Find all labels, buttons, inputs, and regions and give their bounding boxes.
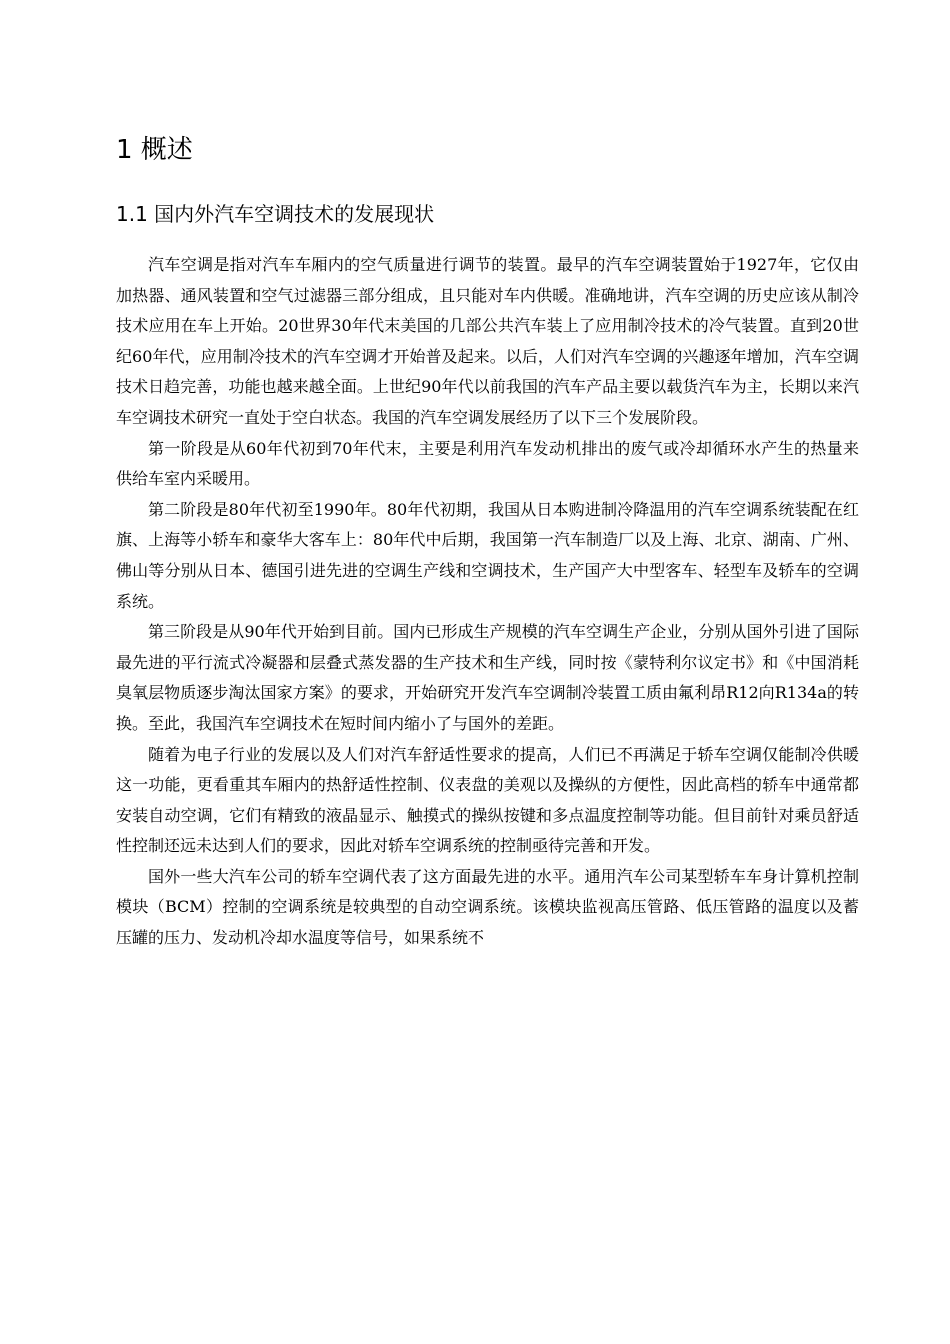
section-title: 1.1 国内外汽车空调技术的发展现状 [116,202,435,226]
body-paragraph: 国外一些大汽车公司的轿车空调代表了这方面最先进的水平。通用汽车公司某型轿车车身计算机控制模块（BCM）控制的空调系统是较典型的自动空调系统。该模块监视高压管路、低压管路的温度以及蓄压罐的压力、发动机冷却水温度等信号，如果系统不 [116,866,859,948]
body-paragraph: 汽车空调是指对汽车车厢内的空气质量进行调节的装置。最早的汽车空调装置始于1927年，它仅由加热器、通风装置和空气过滤器三部分组成，且只能对车内供暖。准确地讲，汽车空调的历史应该从制冷技术应用在车上开始。20世界30年代末美国的几部公共汽车装上了应用制冷技术的冷气装置。直到20世纪60年代，应用制冷技术的汽车空调才开始普及起来。以后，人们对汽车空调的兴趣逐年增加，汽车空调技术日趋完善，功能也越来越全面。上世纪90年代以前我国的汽车产品主要以载货汽车为主，长期以来汽车空调技术研究一直处于空白状态。我国的汽车空调发展经历了以下三个发展阶段。 [116,255,859,427]
body-paragraph: 第一阶段是从60年代初到70年代末，主要是利用汽车发动机排出的废气或冷却循环水产生的热量来供给车室内采暖用。 [116,438,859,489]
document-body [116,132,859,954]
chapter-title: 1 概述 [116,135,193,165]
body-paragraph: 第三阶段是从90年代开始到目前。国内已形成生产规模的汽车空调生产企业，分别从国外引进了国际最先进的平行流式冷凝器和层叠式蒸发器的生产技术和生产线，同时按《蒙特利尔议定书》和《中国消耗臭氧层物质逐步淘汰国家方案》的要求，开始研究开发汽车空调制冷装置工质由氟利昂R12向R134a的转换。至此，我国汽车空调技术在短时间内缩小了与国外的差距。 [116,622,859,733]
body-paragraph: 随着为电子行业的发展以及人们对汽车舒适性要求的提高，人们已不再满足于轿车空调仅能制冷供暖这一功能，更看重其车厢内的热舒适性控制、仪表盘的美观以及操纵的方便性，因此高档的轿车中通常都安装自动空调，它们有精致的液晶显示、触摸式的操纵按键和多点温度控制等功能。但目前针对乘员舒适性控制还远未达到人们的要求，因此对轿车空调系统的控制亟待完善和开发。 [116,744,859,856]
body-paragraph: 第二阶段是80年代初至1990年。80年代初期，我国从日本购进制冷降温用的汽车空调系统装配在红旗、上海等小轿车和豪华大客车上：80年代中后期，我国第一汽车制造厂以及上海、北京、湖南、广州、佛山等分别从日本、德国引进先进的空调生产线和空调技术，生产国产大中型客车、轻型车及轿车的空调系统。 [116,499,859,611]
